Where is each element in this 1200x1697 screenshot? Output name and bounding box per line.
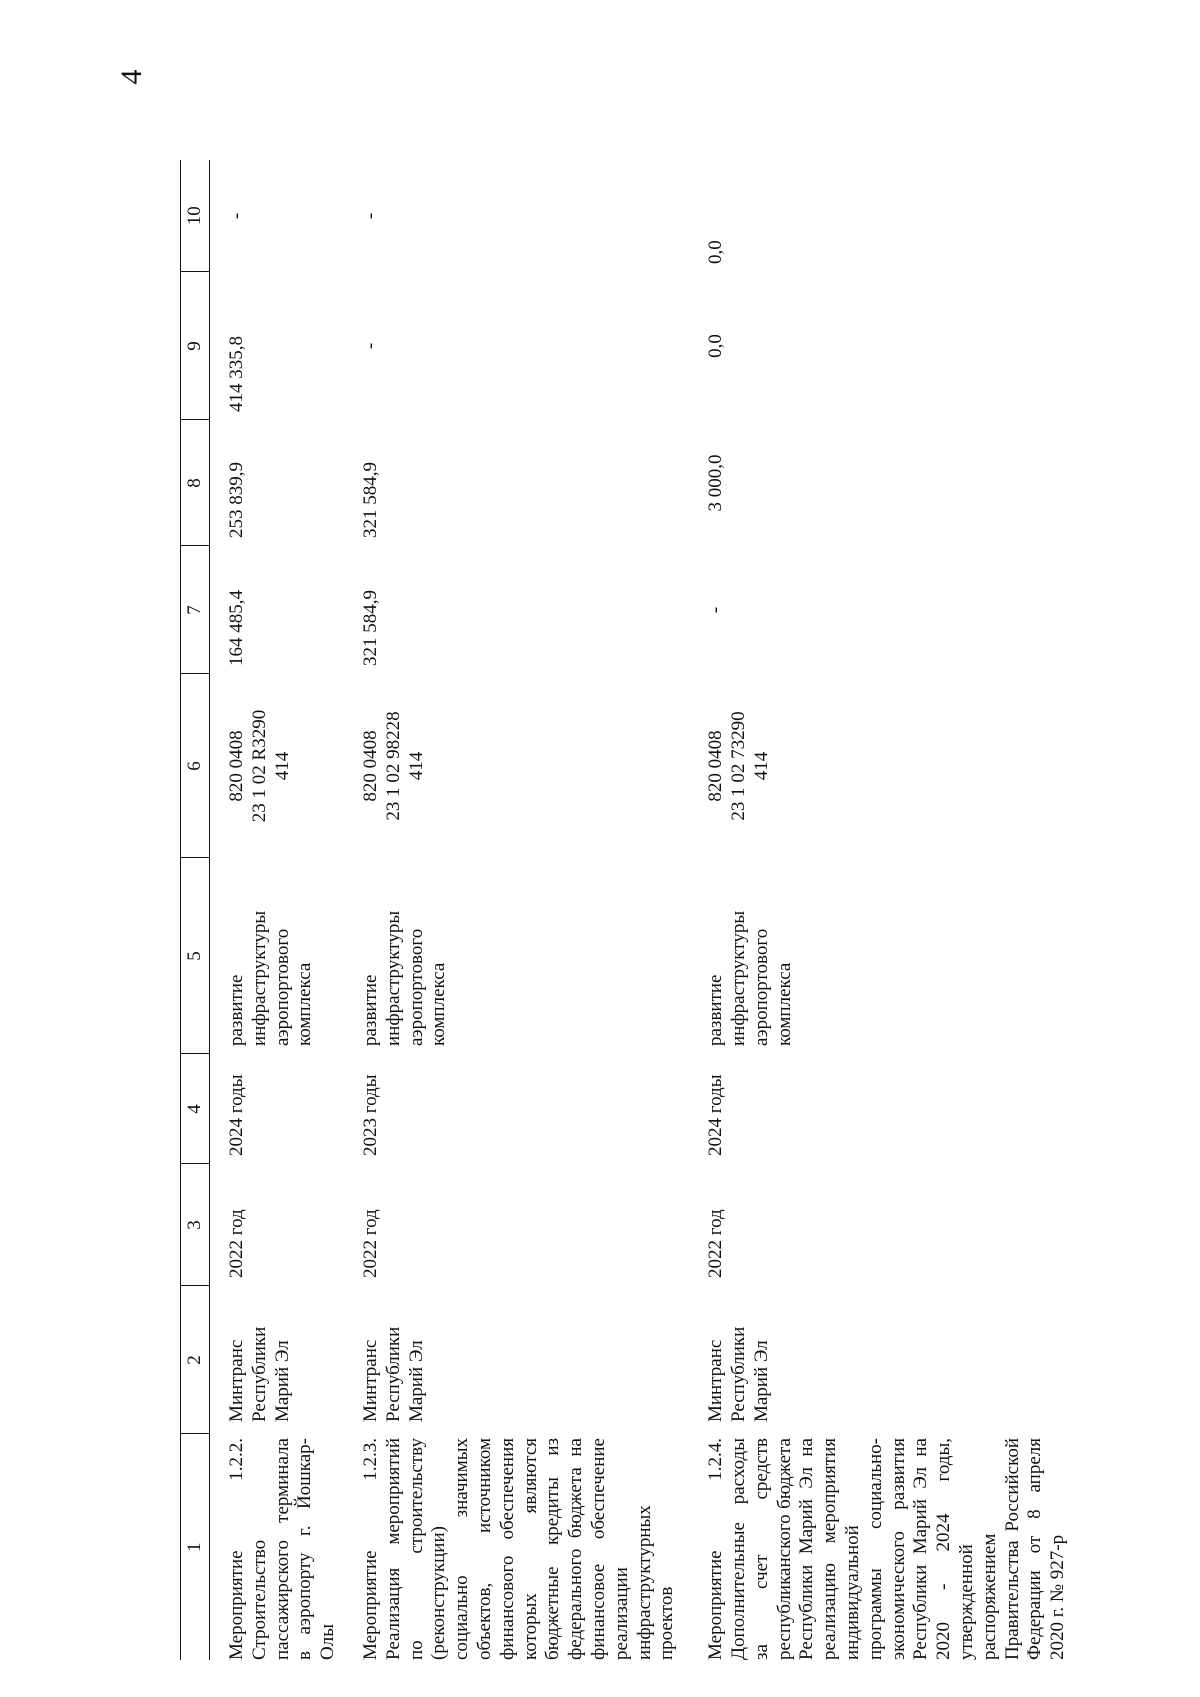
value-col-10: - bbox=[359, 212, 381, 220]
header-col-10: 10 bbox=[181, 160, 210, 272]
events-table bbox=[180, 160, 1074, 1660]
start-year: 2022 год bbox=[359, 1209, 381, 1278]
header-col-5: 5 bbox=[181, 858, 210, 1054]
header-col-3: 3 bbox=[181, 1164, 210, 1286]
start-year: 2022 год bbox=[705, 1209, 727, 1278]
header-col-2: 2 bbox=[181, 1286, 210, 1434]
event-title: Мероприятие 1.2.4. Дополнительные расходы за счет средств республиканского бюджета Республики Марий Эл на реализацию мероприятия индивидуальной программы социально-экономического развития Республики Марий Эл на 2020 - 2024 годы, утвержденной распоряжением Правительства Российской Федерации от 8 апреля 2020 г. № 927-р bbox=[705, 1438, 1069, 1660]
start-year: 2022 год bbox=[226, 1209, 247, 1278]
header-col-8: 8 bbox=[181, 420, 210, 546]
header-col-6: 6 bbox=[181, 674, 210, 858]
header-col-7: 7 bbox=[181, 546, 210, 674]
end-year: 2023 годы bbox=[359, 1074, 381, 1156]
event-title: Мероприятие 1.2.3. Реализация мероприятий по строительству (реконструкции) социально значимых объектов, источником финансового обеспечения которых являются бюджетные кредиты из федерального бюджета на финансовое обеспечение реализации инфраструктурных проектов bbox=[359, 1438, 678, 1660]
value-col-7: - bbox=[705, 606, 727, 614]
header-row bbox=[181, 160, 210, 1660]
header-col-1: 1 bbox=[181, 1434, 210, 1660]
direction: развитие инфраструктуры аэропортового комплекса bbox=[226, 910, 316, 1046]
responsible-executor: Минтранс Республики Марий Эл bbox=[705, 1326, 772, 1422]
header-col-4: 4 bbox=[181, 1054, 210, 1164]
rotated-table-container bbox=[180, 160, 1069, 1660]
value-col-8: 253 839,9 bbox=[226, 462, 247, 538]
value-col-10: 0,0 bbox=[705, 240, 727, 264]
budget-code: 820 0408 23 1 02 98228 414 bbox=[359, 711, 427, 821]
end-year: 2024 годы bbox=[226, 1074, 247, 1156]
value-col-8: 321 584,9 bbox=[359, 462, 381, 538]
header-col-9: 9 bbox=[181, 272, 210, 420]
value-col-9: - bbox=[359, 342, 381, 350]
direction: развитие инфраструктуры аэропортового комплекса bbox=[359, 910, 450, 1046]
budget-code: 820 0408 23 1 02 73290 414 bbox=[705, 711, 772, 821]
value-col-7: 321 584,9 bbox=[359, 590, 381, 666]
end-year: 2024 годы bbox=[705, 1074, 727, 1156]
value-col-10: - bbox=[226, 212, 247, 220]
table-row bbox=[344, 160, 683, 1660]
page-number: 4 bbox=[115, 69, 148, 85]
value-col-9: 0,0 bbox=[705, 334, 727, 358]
value-col-9: 414 335,8 bbox=[226, 336, 247, 412]
table-row bbox=[683, 160, 1074, 1660]
budget-code: 820 0408 23 1 02 R3290 414 bbox=[226, 709, 293, 823]
table-row bbox=[210, 160, 344, 1660]
value-col-7: 164 485,4 bbox=[226, 590, 247, 666]
value-col-8: 3 000,0 bbox=[705, 454, 727, 512]
responsible-executor: Минтранс Республики Марий Эл bbox=[226, 1326, 293, 1422]
responsible-executor: Минтранс Республики Марий Эл bbox=[359, 1326, 427, 1422]
event-title: Мероприятие 1.2.2. Строительство пассажирского терминала в аэропорту г. Йошкар-Олы bbox=[226, 1438, 339, 1660]
direction: развитие инфраструктуры аэропортового комплекса bbox=[705, 910, 795, 1046]
